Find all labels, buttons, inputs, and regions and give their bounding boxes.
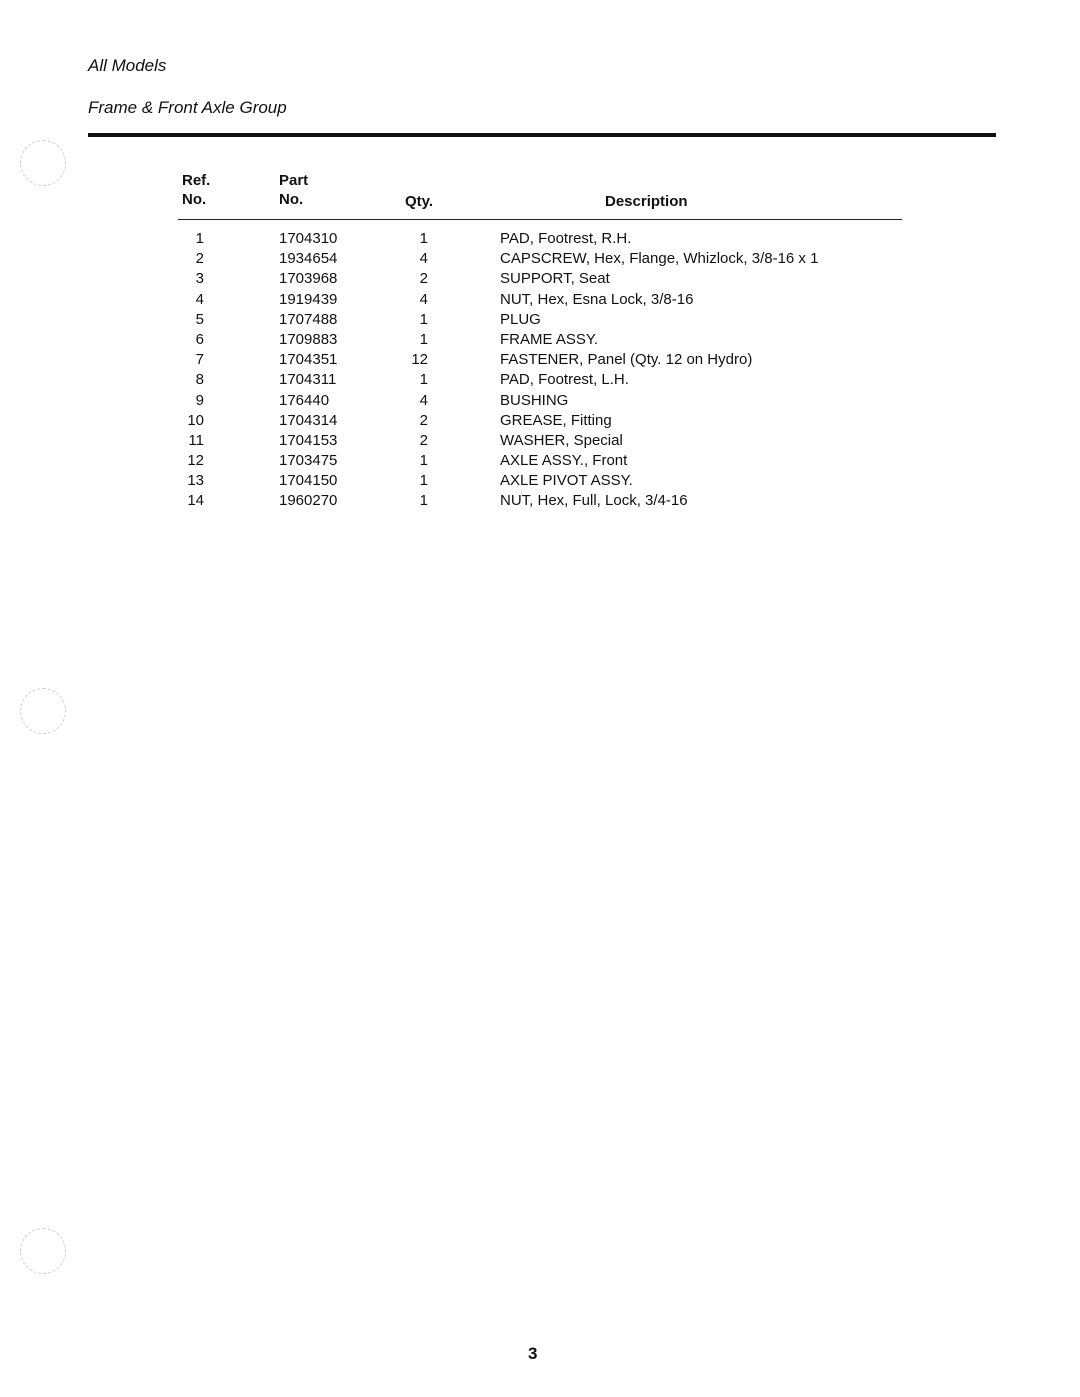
ref-number: 14 — [187, 492, 204, 510]
ref-number: 13 — [187, 472, 204, 490]
table-row — [0, 290, 1080, 310]
ref-number: 8 — [195, 371, 204, 389]
part-number: 1960270 — [279, 492, 338, 510]
table-row — [0, 370, 1080, 390]
part-number: 1704310 — [279, 230, 338, 247]
quantity: 2 — [419, 270, 428, 288]
ref-number: 4 — [195, 290, 204, 308]
ref-number: 7 — [195, 351, 204, 369]
part-number: 1707488 — [279, 310, 338, 328]
table-row — [0, 431, 1080, 451]
table-row — [0, 471, 1080, 491]
table-row — [0, 411, 1080, 431]
ref-number: 3 — [195, 270, 204, 288]
models-label: All Models — [88, 56, 167, 75]
column-header-ref — [182, 171, 210, 209]
ref-number: 2 — [195, 250, 204, 268]
column-header-ref-line1: Ref. — [182, 172, 211, 189]
part-number: 1704153 — [279, 431, 338, 449]
binder-hole-middle — [20, 688, 66, 734]
table-row — [0, 330, 1080, 350]
description: BUSHING — [500, 391, 569, 409]
ref-number: 10 — [187, 411, 204, 429]
page-number: 3 — [528, 1344, 538, 1363]
part-number: 1704150 — [279, 472, 338, 490]
quantity: 1 — [419, 472, 428, 490]
description: AXLE PIVOT ASSY. — [500, 472, 633, 490]
table-row — [0, 229, 1080, 249]
description: NUT, Hex, Esna Lock, 3/8-16 — [500, 290, 694, 308]
quantity: 1 — [419, 330, 428, 348]
quantity: 1 — [419, 371, 428, 389]
part-number: 1704351 — [279, 351, 338, 369]
part-number: 1934654 — [279, 250, 338, 268]
table-row — [0, 391, 1080, 411]
quantity: 1 — [419, 230, 428, 247]
binder-hole-bottom — [20, 1228, 66, 1274]
ref-number: 1 — [195, 230, 204, 247]
group-title: Frame & Front Axle Group — [88, 98, 287, 117]
column-header-description: Description — [605, 193, 688, 210]
table-row — [0, 269, 1080, 289]
column-header-part-line1: Part — [279, 172, 309, 189]
column-header-ref-line2: No. — [182, 191, 207, 208]
parts-table — [0, 229, 1080, 512]
description: AXLE ASSY., Front — [500, 452, 628, 470]
header-rule — [88, 133, 996, 137]
quantity: 4 — [419, 250, 428, 268]
description: PAD, Footrest, R.H. — [500, 230, 632, 247]
quantity: 1 — [419, 492, 428, 510]
table-row — [0, 491, 1080, 511]
description: CAPSCREW, Hex, Flange, Whizlock, 3/8-16 x 1 — [500, 250, 819, 268]
description: SUPPORT, Seat — [500, 270, 610, 288]
quantity: 1 — [419, 452, 428, 470]
ref-number: 5 — [195, 310, 204, 328]
description: FRAME ASSY. — [500, 330, 599, 348]
part-number: 1704311 — [279, 371, 337, 389]
ref-number: 11 — [188, 431, 204, 449]
table-row — [0, 249, 1080, 269]
ref-number: 6 — [195, 330, 204, 348]
table-row — [0, 350, 1080, 370]
quantity: 2 — [419, 431, 428, 449]
description: GREASE, Fitting — [500, 411, 612, 429]
quantity: 1 — [419, 310, 428, 328]
part-number: 1703475 — [279, 452, 338, 470]
binder-hole-top — [20, 140, 66, 186]
description: FASTENER, Panel (Qty. 12 on Hydro) — [500, 351, 753, 369]
part-number: 1704314 — [279, 411, 338, 429]
ref-number: 12 — [187, 452, 204, 470]
part-number: 176440 — [279, 391, 330, 409]
table-header-rule — [178, 219, 902, 220]
column-header-qty: Qty. — [405, 193, 434, 210]
part-number: 1709883 — [279, 330, 338, 348]
table-row — [0, 451, 1080, 471]
part-number: 1703968 — [279, 270, 338, 288]
part-number: 1919439 — [279, 290, 338, 308]
ref-number: 9 — [195, 391, 204, 409]
description: PAD, Footrest, L.H. — [500, 371, 629, 389]
column-header-part — [279, 171, 308, 209]
quantity: 4 — [419, 290, 428, 308]
column-header-part-line2: No. — [279, 191, 304, 208]
description: NUT, Hex, Full, Lock, 3/4-16 — [500, 492, 688, 510]
description: WASHER, Special — [500, 431, 623, 449]
quantity: 2 — [419, 411, 428, 429]
table-row — [0, 310, 1080, 330]
quantity: 12 — [411, 351, 428, 369]
quantity: 4 — [419, 391, 428, 409]
description: PLUG — [500, 310, 541, 328]
